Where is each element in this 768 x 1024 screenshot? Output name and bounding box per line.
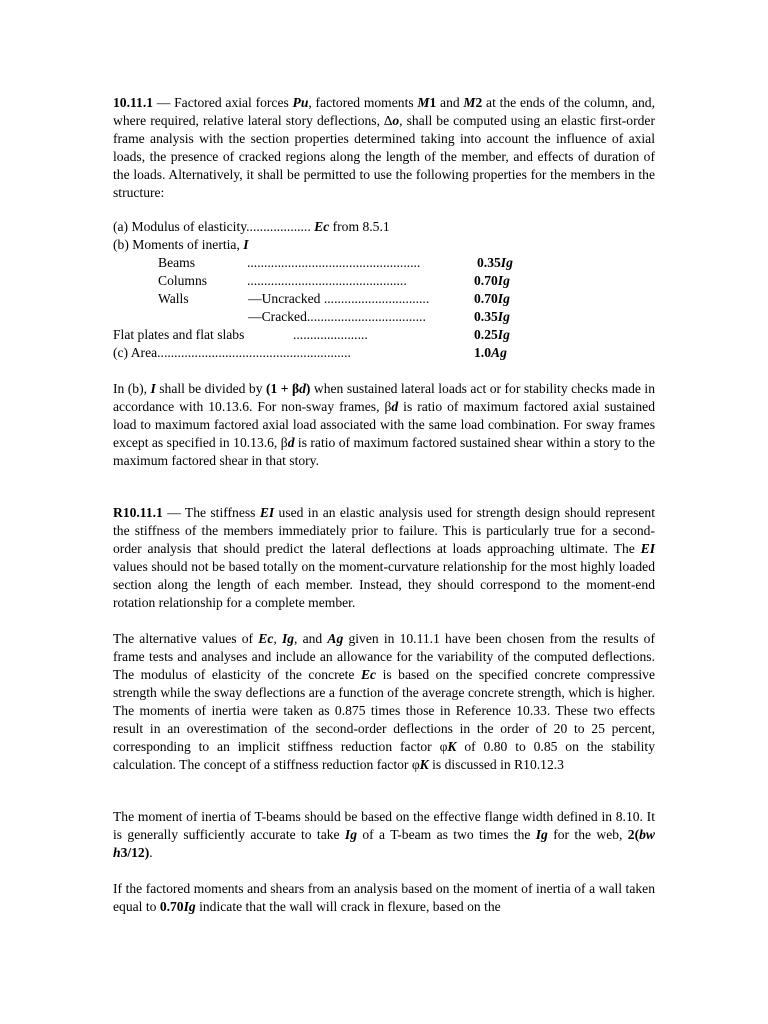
section-10-11-1: 10.11.1 — Factored axial forces Pu, factored moments M1 and M2 at the ends of the column, and, where required, relative lateral story deflections, ∆o, shall be computed using an elastic first-order frame analysis with the section properties determined taking into account the influence of axial loads, the presence of cracked regions along the length of the member, and effects of duration of the loads. Alternatively, it shall be permitted to use the following properties for the members in the structure: (113, 95, 655, 200)
paragraph-alternative-values: The alternative values of Ec, Ig, and Ag given in 10.11.1 have been chosen from the results of frame tests and analyses and include an allowance for the variability of the computed deflections. The modulus of elasticity of the concrete Ec is based on the specified concrete compressive strength while the sway deflections are a function of the average concrete strength, which is higher. The moments of inertia were taken as 0.875 times those in Reference 10.33. These two effects result in an overestimation of the second-order deflections in the order of 20 to 25 percent, corresponding to an implicit stiffness reduction factor φK of 0.80 to 0.85 on the stability calculation. The concept of a stiffness reduction factor φK is discussed in R10.12.3 (113, 631, 655, 772)
row-walls-cracked: —Cracked................................... 0.35Ig (248, 309, 510, 324)
paragraph-in-b: In (b), I shall be divided by (1 + βd) when sustained lateral loads act or for stability checks made in accordance with 10.13.6. For non-sway frames, βd is ratio of maximum factored axial sustained load to maximum factored axial load associated with the same load combination. For sway frames except as specified in 10.13.6, βd is ratio of maximum factored sustained shear within a story to the maximum factored shear in that story. (113, 381, 656, 468)
section-heading: R10.11.1 (113, 505, 163, 520)
section-r10-11-1: R10.11.1 — The stiffness EI used in an elastic analysis used for strength design should represent the stiffness of the members immediately prior to failure. This is particularly true for a second-order analysis that should predict the lateral deflections at loads approaching ultimate. The EI values should not be based totally on the moment-curvature relationship for the most highly loaded section along the length of each member. Instead, they should correspond to the moment-end rotation relationship for a complete member. (113, 505, 655, 610)
row-area: (c) Area......................................................... 1.0Ag (113, 345, 507, 360)
row-flat-plates: Flat plates and flat slabs ...................... 0.25Ig (113, 327, 510, 342)
prop-b-line: (b) Moments of inertia, I (113, 237, 249, 252)
var-pu: Pu (292, 95, 309, 110)
row-beams: Beams ................................................... 0.35Ig (158, 255, 513, 270)
row-walls-uncracked: Walls —Uncracked ............................... 0.70Ig (158, 291, 510, 306)
paragraph-t-beams: The moment of inertia of T-beams should be based on the effective flange width defined in 8.10. It is generally sufficiently accurate to take Ig of a T-beam as two times the Ig for the web, 2(bw h3/12). (113, 809, 655, 860)
row-columns: Columns ............................................... 0.70Ig (158, 273, 510, 288)
section-heading: 10.11.1 (113, 95, 154, 110)
prop-a-line: (a) Modulus of elasticity................... Ec from 8.5.1 (113, 219, 390, 234)
paragraph-factored-moments: If the factored moments and shears from an analysis based on the moment of inertia of a wall taken equal to 0.70Ig indicate that the wall will crack in flexure, based on the (113, 881, 655, 914)
